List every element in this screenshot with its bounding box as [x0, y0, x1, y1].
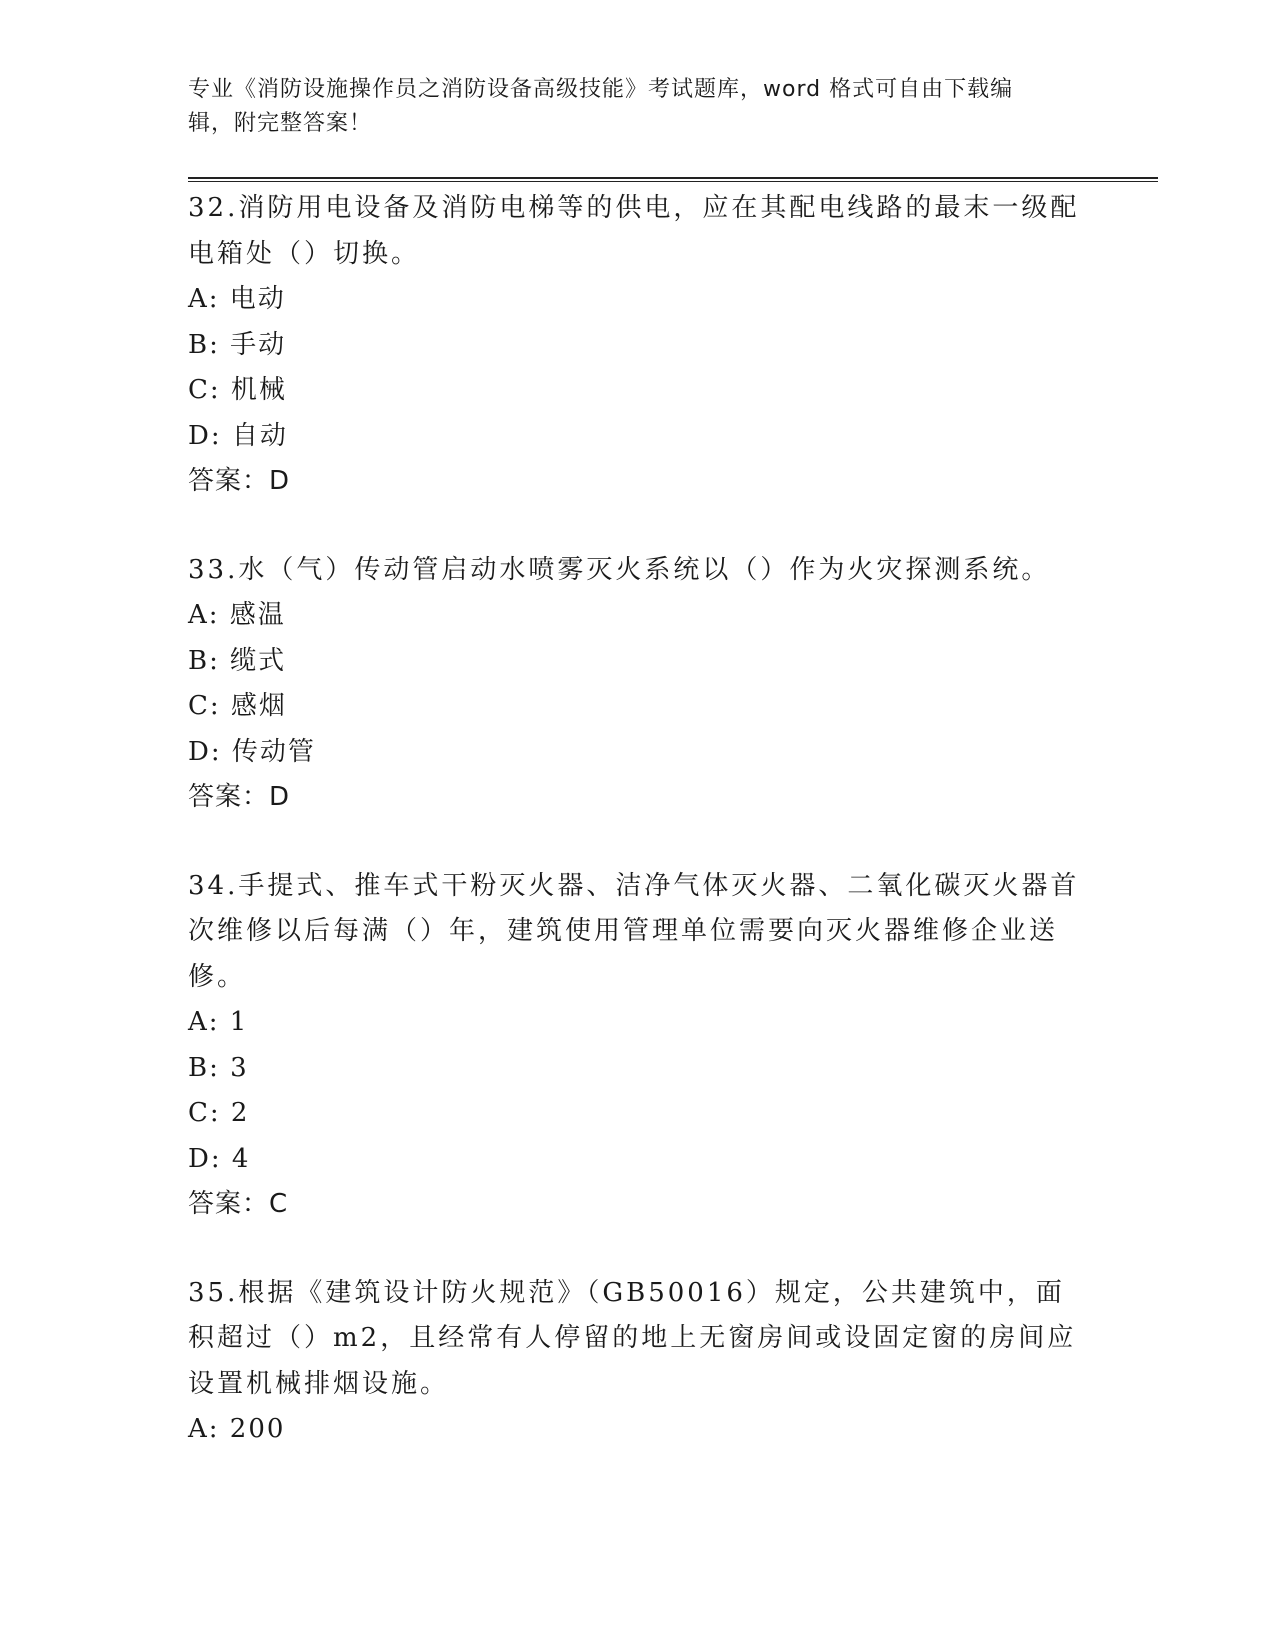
question-34 [188, 864, 1088, 1228]
option-c: C: 感烟 [188, 691, 287, 721]
document-header [188, 73, 1068, 141]
question-text: 32.消防用电设备及消防电梯等的供电，应在其配电线路的最末一级配电箱处（）切换。 [188, 193, 1080, 269]
option-d: D: 4 [188, 1143, 251, 1174]
option-a: A: 200 [188, 1414, 286, 1444]
option-b: B: 3 [188, 1052, 249, 1083]
question-text: 34.手提式、推车式干粉灭火器、洁净气体灭火器、二氧化碳灭火器首次维修以后每满（）年，建筑使用管理单位需要向灭火器维修企业送修。 [188, 870, 1080, 992]
question-32 [188, 186, 1088, 505]
question-text: 35.根据《建筑设计防火规范》（GB50016）规定，公共建筑中，面积超过（）m2，且经常有人停留的地上无窗房间或设固定窗的房间应设置机械排烟设施。 [188, 1277, 1077, 1399]
option-a: A: 电动 [188, 284, 286, 314]
option-b: B: 手动 [188, 329, 287, 360]
header-line-2: 辑，附完整答案！ [188, 111, 373, 136]
option-d: D: 自动 [188, 420, 288, 451]
option-b: B: 缆式 [188, 645, 287, 676]
header-divider [188, 177, 1158, 182]
question-list [188, 186, 1088, 1496]
option-c: C: 机械 [188, 375, 287, 405]
question-text: 33.水（气）传动管启动水喷雾灭火系统以（）作为火灾探测系统。 [188, 554, 1051, 585]
question-33 [188, 548, 1088, 821]
option-a: A: 感温 [188, 600, 286, 630]
answer: 答案：D [188, 466, 291, 496]
question-35 [188, 1271, 1088, 1453]
header-line-1: 专业《消防设施操作员之消防设备高级技能》考试题库，word 格式可自由下载编 [188, 77, 1014, 102]
answer: 答案：C [188, 1189, 289, 1219]
option-d: D: 传动管 [188, 736, 316, 767]
answer: 答案：D [188, 782, 291, 812]
option-c: C: 2 [188, 1098, 250, 1128]
option-a: A: 1 [188, 1007, 249, 1037]
